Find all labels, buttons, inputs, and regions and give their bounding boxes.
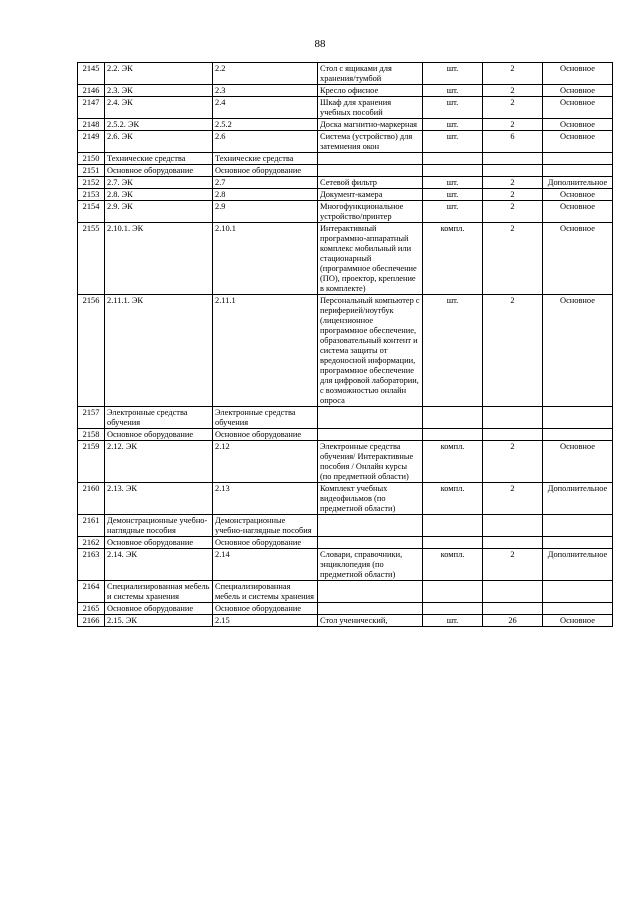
unit-of-measure-cell: шт. xyxy=(423,97,483,119)
item-code-cell: 2.4 xyxy=(213,97,318,119)
table-row xyxy=(78,483,613,515)
quantity-cell: 2 xyxy=(483,441,543,483)
section-code-cell: Основное оборудование xyxy=(105,429,213,441)
table-row xyxy=(78,131,613,153)
item-name-cell: Доска магнитно-маркерная xyxy=(318,119,423,131)
unit-of-measure-cell: компл. xyxy=(423,223,483,295)
unit-of-measure-cell: шт. xyxy=(423,85,483,97)
table-row xyxy=(78,295,613,407)
equipment-category-cell: Основное xyxy=(543,119,613,131)
unit-of-measure-cell: шт. xyxy=(423,177,483,189)
section-code-cell: 2.13. ЭК xyxy=(105,483,213,515)
unit-of-measure-cell: компл. xyxy=(423,441,483,483)
item-name-cell: Система (устройство) для затемнения окон xyxy=(318,131,423,153)
quantity-cell: 2 xyxy=(483,483,543,515)
section-code-cell: 2.8. ЭК xyxy=(105,189,213,201)
unit-of-measure-cell xyxy=(423,407,483,429)
table-row xyxy=(78,603,613,615)
table-body xyxy=(78,63,613,627)
table-row xyxy=(78,549,613,581)
quantity-cell: 2 xyxy=(483,97,543,119)
quantity-cell: 2 xyxy=(483,223,543,295)
item-code-cell: Основное оборудование xyxy=(213,537,318,549)
table-row xyxy=(78,85,613,97)
table-row xyxy=(78,515,613,537)
section-code-cell: 2.2. ЭК xyxy=(105,63,213,85)
quantity-cell: 2 xyxy=(483,85,543,97)
unit-of-measure-cell: шт. xyxy=(423,189,483,201)
item-name-cell xyxy=(318,581,423,603)
quantity-cell: 2 xyxy=(483,549,543,581)
quantity-cell: 2 xyxy=(483,201,543,223)
equipment-category-cell: Основное xyxy=(543,85,613,97)
item-code-cell: 2.8 xyxy=(213,189,318,201)
unit-of-measure-cell: шт. xyxy=(423,63,483,85)
table-row xyxy=(78,165,613,177)
row-number-cell: 2162 xyxy=(78,537,105,549)
equipment-category-cell xyxy=(543,603,613,615)
quantity-cell xyxy=(483,581,543,603)
quantity-cell xyxy=(483,429,543,441)
item-name-cell: Кресло офисное xyxy=(318,85,423,97)
item-code-cell: 2.5.2 xyxy=(213,119,318,131)
row-number-cell: 2154 xyxy=(78,201,105,223)
equipment-category-cell xyxy=(543,165,613,177)
section-code-cell: 2.10.1. ЭК xyxy=(105,223,213,295)
unit-of-measure-cell: шт. xyxy=(423,201,483,223)
item-code-cell: 2.2 xyxy=(213,63,318,85)
equipment-category-cell xyxy=(543,153,613,165)
table-row xyxy=(78,177,613,189)
section-code-cell: 2.6. ЭК xyxy=(105,131,213,153)
row-number-cell: 2164 xyxy=(78,581,105,603)
item-code-cell: Основное оборудование xyxy=(213,603,318,615)
table-row xyxy=(78,189,613,201)
equipment-category-cell: Основное xyxy=(543,441,613,483)
row-number-cell: 2166 xyxy=(78,615,105,627)
row-number-cell: 2148 xyxy=(78,119,105,131)
equipment-category-cell: Основное xyxy=(543,97,613,119)
table-row xyxy=(78,201,613,223)
row-number-cell: 2147 xyxy=(78,97,105,119)
equipment-category-cell: Основное xyxy=(543,615,613,627)
equipment-category-cell xyxy=(543,515,613,537)
section-code-cell: 2.7. ЭК xyxy=(105,177,213,189)
unit-of-measure-cell: шт. xyxy=(423,131,483,153)
unit-of-measure-cell: шт. xyxy=(423,615,483,627)
quantity-cell xyxy=(483,603,543,615)
item-name-cell xyxy=(318,429,423,441)
equipment-category-cell xyxy=(543,429,613,441)
section-code-cell: Основное оборудование xyxy=(105,603,213,615)
item-name-cell: Стол ученический, xyxy=(318,615,423,627)
row-number-cell: 2161 xyxy=(78,515,105,537)
quantity-cell: 26 xyxy=(483,615,543,627)
row-number-cell: 2160 xyxy=(78,483,105,515)
quantity-cell: 6 xyxy=(483,131,543,153)
row-number-cell: 2155 xyxy=(78,223,105,295)
item-code-cell: Демонстрационные учебно-наглядные пособия xyxy=(213,515,318,537)
item-code-cell: 2.11.1 xyxy=(213,295,318,407)
table-row xyxy=(78,581,613,603)
section-code-cell: 2.15. ЭК xyxy=(105,615,213,627)
equipment-category-cell: Основное xyxy=(543,189,613,201)
item-code-cell: 2.7 xyxy=(213,177,318,189)
table-row xyxy=(78,63,613,85)
item-code-cell: 2.13 xyxy=(213,483,318,515)
row-number-cell: 2149 xyxy=(78,131,105,153)
item-code-cell: 2.15 xyxy=(213,615,318,627)
item-name-cell: Стол с ящиками для хранения/тумбой xyxy=(318,63,423,85)
table-row xyxy=(78,223,613,295)
item-code-cell: 2.3 xyxy=(213,85,318,97)
section-code-cell: Основное оборудование xyxy=(105,537,213,549)
table-row xyxy=(78,615,613,627)
quantity-cell xyxy=(483,515,543,537)
page-number: 88 xyxy=(314,38,326,50)
item-code-cell: Основное оборудование xyxy=(213,165,318,177)
quantity-cell xyxy=(483,165,543,177)
item-name-cell: Комплект учебных видеофильмов (по предметной области) xyxy=(318,483,423,515)
item-code-cell: Основное оборудование xyxy=(213,429,318,441)
quantity-cell xyxy=(483,537,543,549)
equipment-category-cell xyxy=(543,537,613,549)
unit-of-measure-cell xyxy=(423,153,483,165)
item-name-cell xyxy=(318,165,423,177)
table-row xyxy=(78,407,613,429)
equipment-category-cell: Основное xyxy=(543,201,613,223)
equipment-table xyxy=(77,62,613,627)
row-number-cell: 2163 xyxy=(78,549,105,581)
section-code-cell: 2.9. ЭК xyxy=(105,201,213,223)
item-name-cell: Электронные средства обучения/ Интерактивные пособия / Онлайн курсы (по предметной области) xyxy=(318,441,423,483)
item-name-cell: Документ-камера xyxy=(318,189,423,201)
unit-of-measure-cell xyxy=(423,581,483,603)
quantity-cell: 2 xyxy=(483,177,543,189)
row-number-cell: 2145 xyxy=(78,63,105,85)
item-code-cell: 2.6 xyxy=(213,131,318,153)
equipment-category-cell: Основное xyxy=(543,131,613,153)
quantity-cell: 2 xyxy=(483,119,543,131)
section-code-cell: 2.14. ЭК xyxy=(105,549,213,581)
unit-of-measure-cell: шт. xyxy=(423,119,483,131)
equipment-category-cell xyxy=(543,581,613,603)
unit-of-measure-cell: компл. xyxy=(423,549,483,581)
item-name-cell xyxy=(318,407,423,429)
item-code-cell: 2.10.1 xyxy=(213,223,318,295)
section-code-cell: 2.11.1. ЭК xyxy=(105,295,213,407)
item-name-cell: Словари, справочники, энциклопедия (по предметной области) xyxy=(318,549,423,581)
equipment-category-cell: Дополнительное xyxy=(543,177,613,189)
row-number-cell: 2156 xyxy=(78,295,105,407)
row-number-cell: 2150 xyxy=(78,153,105,165)
row-number-cell: 2153 xyxy=(78,189,105,201)
unit-of-measure-cell xyxy=(423,429,483,441)
item-name-cell: Персональный компьютер с периферией/ноутбук (лицензионное программное обеспечение, образовательный контент и система защиты от вредоносной информации, программное обеспечение для цифровой лаборатории, с возможностью онлайн опроса xyxy=(318,295,423,407)
row-number-cell: 2159 xyxy=(78,441,105,483)
section-code-cell: Специализированная мебель и системы хранения xyxy=(105,581,213,603)
unit-of-measure-cell: шт. xyxy=(423,295,483,407)
equipment-category-cell xyxy=(543,407,613,429)
unit-of-measure-cell xyxy=(423,515,483,537)
equipment-category-cell: Дополнительное xyxy=(543,549,613,581)
item-code-cell: 2.9 xyxy=(213,201,318,223)
equipment-category-cell: Основное xyxy=(543,223,613,295)
unit-of-measure-cell: компл. xyxy=(423,483,483,515)
quantity-cell: 2 xyxy=(483,295,543,407)
section-code-cell: 2.4. ЭК xyxy=(105,97,213,119)
table-row xyxy=(78,429,613,441)
row-number-cell: 2151 xyxy=(78,165,105,177)
quantity-cell: 2 xyxy=(483,189,543,201)
equipment-category-cell: Дополнительное xyxy=(543,483,613,515)
item-name-cell xyxy=(318,537,423,549)
row-number-cell: 2165 xyxy=(78,603,105,615)
unit-of-measure-cell xyxy=(423,165,483,177)
quantity-cell: 2 xyxy=(483,63,543,85)
unit-of-measure-cell xyxy=(423,537,483,549)
item-name-cell xyxy=(318,515,423,537)
item-name-cell: Интерактивный программно-аппаратный комплекс мобильный или стационарный (программное обеспечение (ПО), проектор, крепление в комплекте) xyxy=(318,223,423,295)
section-code-cell: Демонстрационные учебно-наглядные пособия xyxy=(105,515,213,537)
row-number-cell: 2157 xyxy=(78,407,105,429)
table-row xyxy=(78,97,613,119)
section-code-cell: Основное оборудование xyxy=(105,165,213,177)
table-row xyxy=(78,441,613,483)
item-code-cell: Специализированная мебель и системы хранения xyxy=(213,581,318,603)
section-code-cell: Электронные средства обучения xyxy=(105,407,213,429)
item-name-cell: Многофункциональное устройство/принтер xyxy=(318,201,423,223)
item-code-cell: 2.12 xyxy=(213,441,318,483)
item-name-cell: Шкаф для хранения учебных пособий xyxy=(318,97,423,119)
equipment-category-cell: Основное xyxy=(543,295,613,407)
section-code-cell: Технические средства xyxy=(105,153,213,165)
item-code-cell: 2.14 xyxy=(213,549,318,581)
quantity-cell xyxy=(483,407,543,429)
unit-of-measure-cell xyxy=(423,603,483,615)
section-code-cell: 2.12. ЭК xyxy=(105,441,213,483)
table-row xyxy=(78,119,613,131)
table-row xyxy=(78,537,613,549)
table-row xyxy=(78,153,613,165)
item-code-cell: Электронные средства обучения xyxy=(213,407,318,429)
item-name-cell: Сетевой фильтр xyxy=(318,177,423,189)
row-number-cell: 2158 xyxy=(78,429,105,441)
item-name-cell xyxy=(318,603,423,615)
quantity-cell xyxy=(483,153,543,165)
equipment-category-cell: Основное xyxy=(543,63,613,85)
item-name-cell xyxy=(318,153,423,165)
row-number-cell: 2146 xyxy=(78,85,105,97)
section-code-cell: 2.3. ЭК xyxy=(105,85,213,97)
item-code-cell: Технические средства xyxy=(213,153,318,165)
row-number-cell: 2152 xyxy=(78,177,105,189)
section-code-cell: 2.5.2. ЭК xyxy=(105,119,213,131)
